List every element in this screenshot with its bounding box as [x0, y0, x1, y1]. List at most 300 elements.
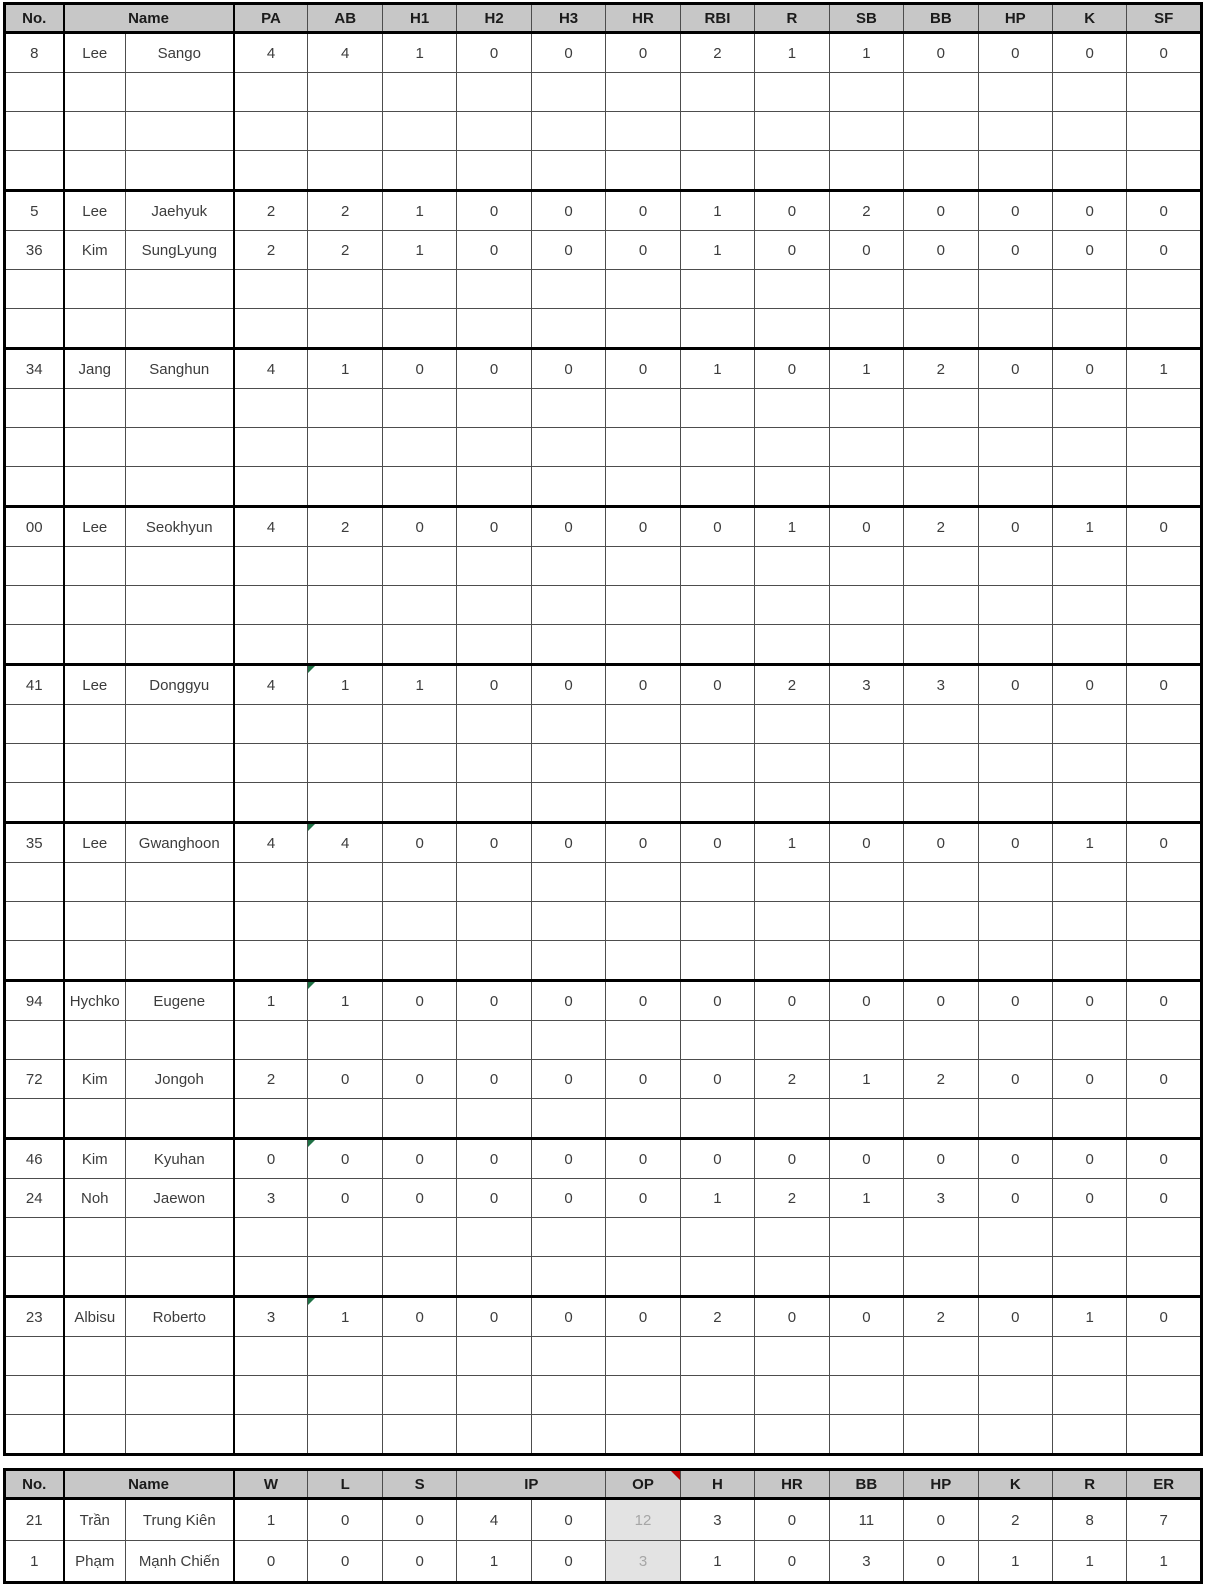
stat-cell-r[interactable]: 0	[755, 191, 829, 231]
stat-cell-ab[interactable]	[308, 1337, 382, 1376]
player-firstname-cell[interactable]: Sanghun	[126, 349, 234, 389]
player-number-cell[interactable]	[5, 547, 64, 586]
player-number-cell[interactable]	[5, 1415, 64, 1455]
stat-cell-k[interactable]	[1053, 705, 1127, 744]
stat-cell-r[interactable]	[755, 1218, 829, 1257]
stat-cell-sb[interactable]	[829, 863, 903, 902]
stat-cell-k[interactable]: 1	[1053, 507, 1127, 547]
stat-cell-rbi[interactable]: 1	[680, 191, 754, 231]
stat-cell-rbi[interactable]: 0	[680, 981, 754, 1021]
player-firstname-cell[interactable]: Eugene	[126, 981, 234, 1021]
player-lastname-cell[interactable]	[64, 625, 126, 665]
stat-cell-hp[interactable]: 0	[978, 1297, 1052, 1337]
stat-cell-hp[interactable]	[978, 863, 1052, 902]
stat-cell-pa[interactable]	[234, 547, 308, 586]
stat-cell-k[interactable]	[1053, 73, 1127, 112]
stat-cell-rbi[interactable]: 0	[680, 1060, 754, 1099]
stat-cell-er[interactable]: 7	[1127, 1499, 1202, 1541]
stat-cell-rbi[interactable]: 0	[680, 823, 754, 863]
stat-cell-sf[interactable]: 0	[1127, 1139, 1202, 1179]
batting-header-h3[interactable]: H3	[531, 4, 605, 33]
stat-cell-pa[interactable]: 4	[234, 33, 308, 73]
stat-cell-ab[interactable]: 0	[308, 1179, 382, 1218]
stat-cell-hp[interactable]: 0	[978, 1179, 1052, 1218]
stat-cell-pa[interactable]	[234, 151, 308, 191]
stat-cell-hr[interactable]	[606, 1337, 680, 1376]
pitching-header-ip[interactable]: IP	[457, 1470, 606, 1499]
stat-cell-r[interactable]	[755, 389, 829, 428]
stat-cell-h3[interactable]: 0	[531, 1139, 605, 1179]
player-firstname-cell[interactable]	[126, 467, 234, 507]
player-firstname-cell[interactable]	[126, 1021, 234, 1060]
stat-cell-pa[interactable]	[234, 428, 308, 467]
stat-cell-hp[interactable]	[978, 309, 1052, 349]
stat-cell-h3[interactable]: 0	[531, 1179, 605, 1218]
stat-cell-pa[interactable]	[234, 1376, 308, 1415]
player-firstname-cell[interactable]	[126, 73, 234, 112]
stat-cell-ab[interactable]	[308, 151, 382, 191]
stat-cell-ab[interactable]	[308, 783, 382, 823]
stat-cell-hr[interactable]	[606, 112, 680, 151]
stat-cell-hr[interactable]: 0	[606, 981, 680, 1021]
batting-header-name[interactable]: Name	[64, 4, 234, 33]
stat-cell-bb[interactable]	[904, 625, 978, 665]
pitching-header-name[interactable]: Name	[64, 1470, 234, 1499]
stat-cell-hr[interactable]	[606, 389, 680, 428]
stat-cell-hp[interactable]	[978, 941, 1052, 981]
stat-cell-h2[interactable]	[457, 428, 531, 467]
stat-cell-pa[interactable]	[234, 625, 308, 665]
stat-cell-k[interactable]: 2	[978, 1499, 1052, 1541]
stat-cell-k[interactable]	[1053, 467, 1127, 507]
stat-cell-h1[interactable]	[382, 151, 456, 191]
stat-cell-w[interactable]: 1	[234, 1499, 308, 1541]
batting-header-sf[interactable]: SF	[1127, 4, 1202, 33]
player-firstname-cell[interactable]: Jaewon	[126, 1179, 234, 1218]
stat-cell-bb[interactable]	[904, 73, 978, 112]
stat-cell-hr[interactable]: 0	[606, 349, 680, 389]
stat-cell-sb[interactable]	[829, 151, 903, 191]
stat-cell-h2[interactable]	[457, 389, 531, 428]
player-lastname-cell[interactable]	[64, 1257, 126, 1297]
stat-cell-hp[interactable]	[978, 151, 1052, 191]
stat-cell-pa[interactable]: 3	[234, 1179, 308, 1218]
batting-header-h2[interactable]: H2	[457, 4, 531, 33]
stat-cell-pa[interactable]: 1	[234, 981, 308, 1021]
player-number-cell[interactable]	[5, 389, 64, 428]
stat-cell-h2[interactable]	[457, 941, 531, 981]
player-lastname-cell[interactable]: Hychko	[64, 981, 126, 1021]
player-firstname-cell[interactable]	[126, 705, 234, 744]
stat-cell-ab[interactable]	[308, 1218, 382, 1257]
stat-cell-bb[interactable]	[904, 1218, 978, 1257]
stat-cell-sb[interactable]	[829, 1415, 903, 1455]
stat-cell-sb[interactable]	[829, 547, 903, 586]
stat-cell-pa[interactable]	[234, 902, 308, 941]
stat-cell-hp[interactable]	[978, 705, 1052, 744]
stat-cell-sb[interactable]	[829, 783, 903, 823]
player-lastname-cell[interactable]	[64, 309, 126, 349]
stat-cell-r[interactable]	[755, 1099, 829, 1139]
stat-cell-hr[interactable]	[606, 547, 680, 586]
stat-cell-hp[interactable]	[978, 389, 1052, 428]
stat-cell-bb[interactable]	[904, 112, 978, 151]
stat-cell-h1[interactable]	[382, 270, 456, 309]
stat-cell-h3[interactable]	[531, 625, 605, 665]
stat-cell-hr[interactable]	[606, 467, 680, 507]
stat-cell-h3[interactable]: 0	[531, 507, 605, 547]
stat-cell-ab[interactable]	[308, 309, 382, 349]
stat-cell-k[interactable]	[1053, 941, 1127, 981]
player-firstname-cell[interactable]: Seokhyun	[126, 507, 234, 547]
stat-cell-h2[interactable]	[457, 705, 531, 744]
stat-cell-ab[interactable]	[308, 547, 382, 586]
stat-cell-r[interactable]: 8	[1053, 1499, 1127, 1541]
stat-cell-r[interactable]: 1	[755, 507, 829, 547]
stat-cell-h1[interactable]: 0	[382, 823, 456, 863]
stat-cell-ab[interactable]	[308, 744, 382, 783]
player-lastname-cell[interactable]	[64, 1099, 126, 1139]
player-number-cell[interactable]	[5, 1218, 64, 1257]
stat-cell-h2[interactable]	[457, 467, 531, 507]
stat-cell-r[interactable]: 0	[755, 231, 829, 270]
stat-cell-h1[interactable]	[382, 1021, 456, 1060]
player-lastname-cell[interactable]	[64, 783, 126, 823]
stat-cell-k[interactable]	[1053, 902, 1127, 941]
stat-cell-rbi[interactable]	[680, 151, 754, 191]
stat-cell-ab[interactable]	[308, 270, 382, 309]
stat-cell-pa[interactable]: 2	[234, 191, 308, 231]
stat-cell-ip-thirds[interactable]: 0	[531, 1541, 605, 1583]
stat-cell-h3[interactable]: 0	[531, 231, 605, 270]
stat-cell-h2[interactable]: 0	[457, 507, 531, 547]
stat-cell-hp[interactable]: 0	[978, 823, 1052, 863]
stat-cell-r[interactable]: 0	[755, 1139, 829, 1179]
player-lastname-cell[interactable]	[64, 1337, 126, 1376]
stat-cell-sb[interactable]	[829, 428, 903, 467]
stat-cell-h1[interactable]	[382, 783, 456, 823]
player-lastname-cell[interactable]: Kim	[64, 231, 126, 270]
stat-cell-hr[interactable]	[606, 270, 680, 309]
player-firstname-cell[interactable]	[126, 1337, 234, 1376]
stat-cell-hp[interactable]	[978, 744, 1052, 783]
stat-cell-pa[interactable]	[234, 1218, 308, 1257]
stat-cell-pa[interactable]	[234, 705, 308, 744]
stat-cell-hp[interactable]	[978, 112, 1052, 151]
stat-cell-hp[interactable]: 0	[978, 507, 1052, 547]
stat-cell-r[interactable]	[755, 783, 829, 823]
player-firstname-cell[interactable]	[126, 1415, 234, 1455]
stat-cell-h2[interactable]	[457, 1099, 531, 1139]
stat-cell-hp[interactable]: 0	[978, 1139, 1052, 1179]
stat-cell-pa[interactable]	[234, 1337, 308, 1376]
player-number-cell[interactable]	[5, 1337, 64, 1376]
stat-cell-h2[interactable]	[457, 863, 531, 902]
batting-header-r[interactable]: R	[755, 4, 829, 33]
stat-cell-h2[interactable]	[457, 547, 531, 586]
stat-cell-pa[interactable]: 4	[234, 823, 308, 863]
stat-cell-rbi[interactable]	[680, 467, 754, 507]
batting-header-hr[interactable]: HR	[606, 4, 680, 33]
stat-cell-h2[interactable]: 0	[457, 33, 531, 73]
stat-cell-h2[interactable]: 0	[457, 191, 531, 231]
stat-cell-ab[interactable]	[308, 467, 382, 507]
stat-cell-bb[interactable]	[904, 1376, 978, 1415]
stat-cell-r[interactable]	[755, 1337, 829, 1376]
batting-header-ab[interactable]: AB	[308, 4, 382, 33]
stat-cell-k[interactable]	[1053, 1337, 1127, 1376]
stat-cell-pa[interactable]	[234, 586, 308, 625]
player-lastname-cell[interactable]	[64, 586, 126, 625]
stat-cell-k[interactable]	[1053, 151, 1127, 191]
stat-cell-bb[interactable]: 0	[904, 981, 978, 1021]
stat-cell-r[interactable]	[755, 270, 829, 309]
stat-cell-k[interactable]	[1053, 1099, 1127, 1139]
stat-cell-w[interactable]: 0	[234, 1541, 308, 1583]
pitching-header-r[interactable]: R	[1053, 1470, 1127, 1499]
stat-cell-ab[interactable]	[308, 705, 382, 744]
stat-cell-h3[interactable]: 0	[531, 665, 605, 705]
player-number-cell[interactable]	[5, 941, 64, 981]
stat-cell-pa[interactable]	[234, 863, 308, 902]
stat-cell-r[interactable]	[755, 863, 829, 902]
stat-cell-ab[interactable]: 4	[308, 33, 382, 73]
stat-cell-k[interactable]	[1053, 428, 1127, 467]
stat-cell-h2[interactable]	[457, 112, 531, 151]
stat-cell-hr[interactable]	[606, 783, 680, 823]
stat-cell-h3[interactable]	[531, 902, 605, 941]
stat-cell-hr[interactable]	[606, 1257, 680, 1297]
stat-cell-rbi[interactable]	[680, 1337, 754, 1376]
stat-cell-h3[interactable]	[531, 1021, 605, 1060]
stat-cell-hr[interactable]	[606, 863, 680, 902]
stat-cell-bb[interactable]: 3	[904, 665, 978, 705]
stat-cell-h3[interactable]	[531, 1415, 605, 1455]
stat-cell-bb[interactable]: 3	[829, 1541, 903, 1583]
stat-cell-h1[interactable]	[382, 625, 456, 665]
stat-cell-h2[interactable]	[457, 586, 531, 625]
stat-cell-hp[interactable]	[978, 1376, 1052, 1415]
pitching-header-bb[interactable]: BB	[829, 1470, 903, 1499]
player-firstname-cell[interactable]: Donggyu	[126, 665, 234, 705]
stat-cell-h3[interactable]	[531, 1218, 605, 1257]
stat-cell-k[interactable]	[1053, 1415, 1127, 1455]
stat-cell-bb[interactable]	[904, 270, 978, 309]
stat-cell-rbi[interactable]: 0	[680, 1139, 754, 1179]
stat-cell-rbi[interactable]	[680, 428, 754, 467]
stat-cell-bb[interactable]: 0	[904, 823, 978, 863]
stat-cell-h1[interactable]	[382, 1218, 456, 1257]
player-firstname-cell[interactable]: Mạnh Chiến	[126, 1541, 234, 1583]
stat-cell-rbi[interactable]: 2	[680, 1297, 754, 1337]
player-number-cell[interactable]	[5, 863, 64, 902]
stat-cell-h1[interactable]	[382, 467, 456, 507]
player-number-cell[interactable]: 36	[5, 231, 64, 270]
stat-cell-rbi[interactable]	[680, 1021, 754, 1060]
stat-cell-sb[interactable]: 0	[829, 981, 903, 1021]
stat-cell-rbi[interactable]: 1	[680, 231, 754, 270]
stat-cell-h3[interactable]	[531, 389, 605, 428]
stat-cell-h3[interactable]	[531, 467, 605, 507]
player-number-cell[interactable]	[5, 1021, 64, 1060]
stat-cell-hr[interactable]	[606, 705, 680, 744]
stat-cell-hp[interactable]: 0	[978, 981, 1052, 1021]
player-lastname-cell[interactable]: Lee	[64, 665, 126, 705]
stat-cell-hp[interactable]	[978, 270, 1052, 309]
stat-cell-sb[interactable]	[829, 705, 903, 744]
player-firstname-cell[interactable]: SungLyung	[126, 231, 234, 270]
player-number-cell[interactable]	[5, 151, 64, 191]
stat-cell-er[interactable]: 1	[1127, 1541, 1202, 1583]
stat-cell-bb[interactable]: 0	[904, 231, 978, 270]
stat-cell-hp[interactable]	[978, 467, 1052, 507]
stat-cell-bb[interactable]	[904, 902, 978, 941]
stat-cell-hp[interactable]	[978, 428, 1052, 467]
stat-cell-k[interactable]: 0	[1053, 981, 1127, 1021]
pitching-header-l[interactable]: L	[308, 1470, 382, 1499]
player-lastname-cell[interactable]	[64, 705, 126, 744]
stat-cell-k[interactable]: 1	[1053, 823, 1127, 863]
stat-cell-bb[interactable]: 2	[904, 1060, 978, 1099]
player-lastname-cell[interactable]	[64, 389, 126, 428]
stat-cell-k[interactable]	[1053, 783, 1127, 823]
stat-cell-r[interactable]: 0	[755, 981, 829, 1021]
stat-cell-h3[interactable]	[531, 428, 605, 467]
stat-cell-h3[interactable]: 0	[531, 191, 605, 231]
player-firstname-cell[interactable]: Jaehyuk	[126, 191, 234, 231]
stat-cell-sf[interactable]: 0	[1127, 231, 1202, 270]
stat-cell-h3[interactable]	[531, 705, 605, 744]
player-lastname-cell[interactable]	[64, 428, 126, 467]
stat-cell-hr[interactable]	[606, 428, 680, 467]
stat-cell-sf[interactable]	[1127, 270, 1202, 309]
stat-cell-h1[interactable]	[382, 73, 456, 112]
stat-cell-bb[interactable]	[904, 1337, 978, 1376]
stat-cell-rbi[interactable]	[680, 586, 754, 625]
player-number-cell[interactable]	[5, 467, 64, 507]
stat-cell-h2[interactable]	[457, 1376, 531, 1415]
stat-cell-k[interactable]	[1053, 744, 1127, 783]
stat-cell-hr[interactable]: 0	[606, 33, 680, 73]
stat-cell-h3[interactable]	[531, 941, 605, 981]
stat-cell-sf[interactable]	[1127, 1021, 1202, 1060]
pitching-header-no[interactable]: No.	[5, 1470, 64, 1499]
stat-cell-rbi[interactable]: 0	[680, 665, 754, 705]
player-number-cell[interactable]	[5, 270, 64, 309]
player-firstname-cell[interactable]	[126, 625, 234, 665]
stat-cell-pa[interactable]	[234, 941, 308, 981]
stat-cell-sf[interactable]	[1127, 1218, 1202, 1257]
player-number-cell[interactable]: 41	[5, 665, 64, 705]
stat-cell-hp[interactable]	[978, 1021, 1052, 1060]
stat-cell-k[interactable]	[1053, 389, 1127, 428]
player-firstname-cell[interactable]	[126, 902, 234, 941]
player-lastname-cell[interactable]: Kim	[64, 1139, 126, 1179]
stat-cell-hr[interactable]	[606, 151, 680, 191]
stat-cell-ab[interactable]: 2	[308, 231, 382, 270]
stat-cell-r[interactable]: 2	[755, 1060, 829, 1099]
stat-cell-h1[interactable]	[382, 428, 456, 467]
stat-cell-bb[interactable]	[904, 744, 978, 783]
stat-cell-s[interactable]: 0	[382, 1499, 456, 1541]
stat-cell-ab[interactable]	[308, 902, 382, 941]
stat-cell-pa[interactable]: 3	[234, 1297, 308, 1337]
stat-cell-sf[interactable]: 0	[1127, 1060, 1202, 1099]
stat-cell-pa[interactable]	[234, 467, 308, 507]
stat-cell-r[interactable]	[755, 151, 829, 191]
stat-cell-sf[interactable]: 1	[1127, 349, 1202, 389]
stat-cell-bb[interactable]	[904, 863, 978, 902]
player-firstname-cell[interactable]: Sango	[126, 33, 234, 73]
stat-cell-ab[interactable]	[308, 1415, 382, 1455]
stat-cell-hp[interactable]: 0	[978, 33, 1052, 73]
batting-header-h1[interactable]: H1	[382, 4, 456, 33]
stat-cell-rbi[interactable]	[680, 1218, 754, 1257]
stat-cell-pa[interactable]: 4	[234, 507, 308, 547]
stat-cell-sf[interactable]	[1127, 744, 1202, 783]
player-lastname-cell[interactable]	[64, 151, 126, 191]
player-lastname-cell[interactable]	[64, 112, 126, 151]
player-lastname-cell[interactable]: Lee	[64, 823, 126, 863]
player-lastname-cell[interactable]: Albisu	[64, 1297, 126, 1337]
stat-cell-r[interactable]: 1	[1053, 1541, 1127, 1583]
stat-cell-h3[interactable]	[531, 783, 605, 823]
stat-cell-sb[interactable]	[829, 1337, 903, 1376]
stat-cell-r[interactable]	[755, 1376, 829, 1415]
player-firstname-cell[interactable]: Kyuhan	[126, 1139, 234, 1179]
stat-cell-ab[interactable]: 1	[308, 349, 382, 389]
batting-header-k[interactable]: K	[1053, 4, 1127, 33]
player-firstname-cell[interactable]	[126, 863, 234, 902]
stat-cell-ab[interactable]	[308, 625, 382, 665]
player-lastname-cell[interactable]	[64, 1021, 126, 1060]
stat-cell-pa[interactable]: 2	[234, 1060, 308, 1099]
stat-cell-ab[interactable]: 1	[308, 981, 382, 1021]
stat-cell-k[interactable]	[1053, 863, 1127, 902]
stat-cell-ip-thirds[interactable]: 0	[531, 1499, 605, 1541]
player-lastname-cell[interactable]: Lee	[64, 33, 126, 73]
stat-cell-sb[interactable]: 2	[829, 191, 903, 231]
stat-cell-sf[interactable]	[1127, 428, 1202, 467]
stat-cell-hp[interactable]	[978, 1218, 1052, 1257]
stat-cell-r[interactable]: 1	[755, 823, 829, 863]
stat-cell-rbi[interactable]	[680, 1376, 754, 1415]
stat-cell-h1[interactable]: 1	[382, 231, 456, 270]
stat-cell-h2[interactable]: 0	[457, 665, 531, 705]
stat-cell-sb[interactable]	[829, 744, 903, 783]
stat-cell-l[interactable]: 0	[308, 1499, 382, 1541]
stat-cell-sf[interactable]	[1127, 309, 1202, 349]
player-number-cell[interactable]: 1	[5, 1541, 64, 1583]
player-firstname-cell[interactable]	[126, 389, 234, 428]
stat-cell-h3[interactable]	[531, 1376, 605, 1415]
stat-cell-r[interactable]	[755, 1257, 829, 1297]
stat-cell-k[interactable]: 0	[1053, 191, 1127, 231]
stat-cell-r[interactable]: 1	[755, 33, 829, 73]
stat-cell-sb[interactable]	[829, 1021, 903, 1060]
stat-cell-rbi[interactable]	[680, 1415, 754, 1455]
stat-cell-sb[interactable]	[829, 73, 903, 112]
player-number-cell[interactable]: 8	[5, 33, 64, 73]
pitching-header-k[interactable]: K	[978, 1470, 1052, 1499]
stat-cell-hp[interactable]	[978, 73, 1052, 112]
player-number-cell[interactable]: 23	[5, 1297, 64, 1337]
stat-cell-h3[interactable]	[531, 1099, 605, 1139]
player-number-cell[interactable]	[5, 309, 64, 349]
pitching-header-op[interactable]	[606, 1470, 680, 1499]
stat-cell-r[interactable]: 2	[755, 665, 829, 705]
stat-cell-hp[interactable]: 0	[904, 1499, 978, 1541]
